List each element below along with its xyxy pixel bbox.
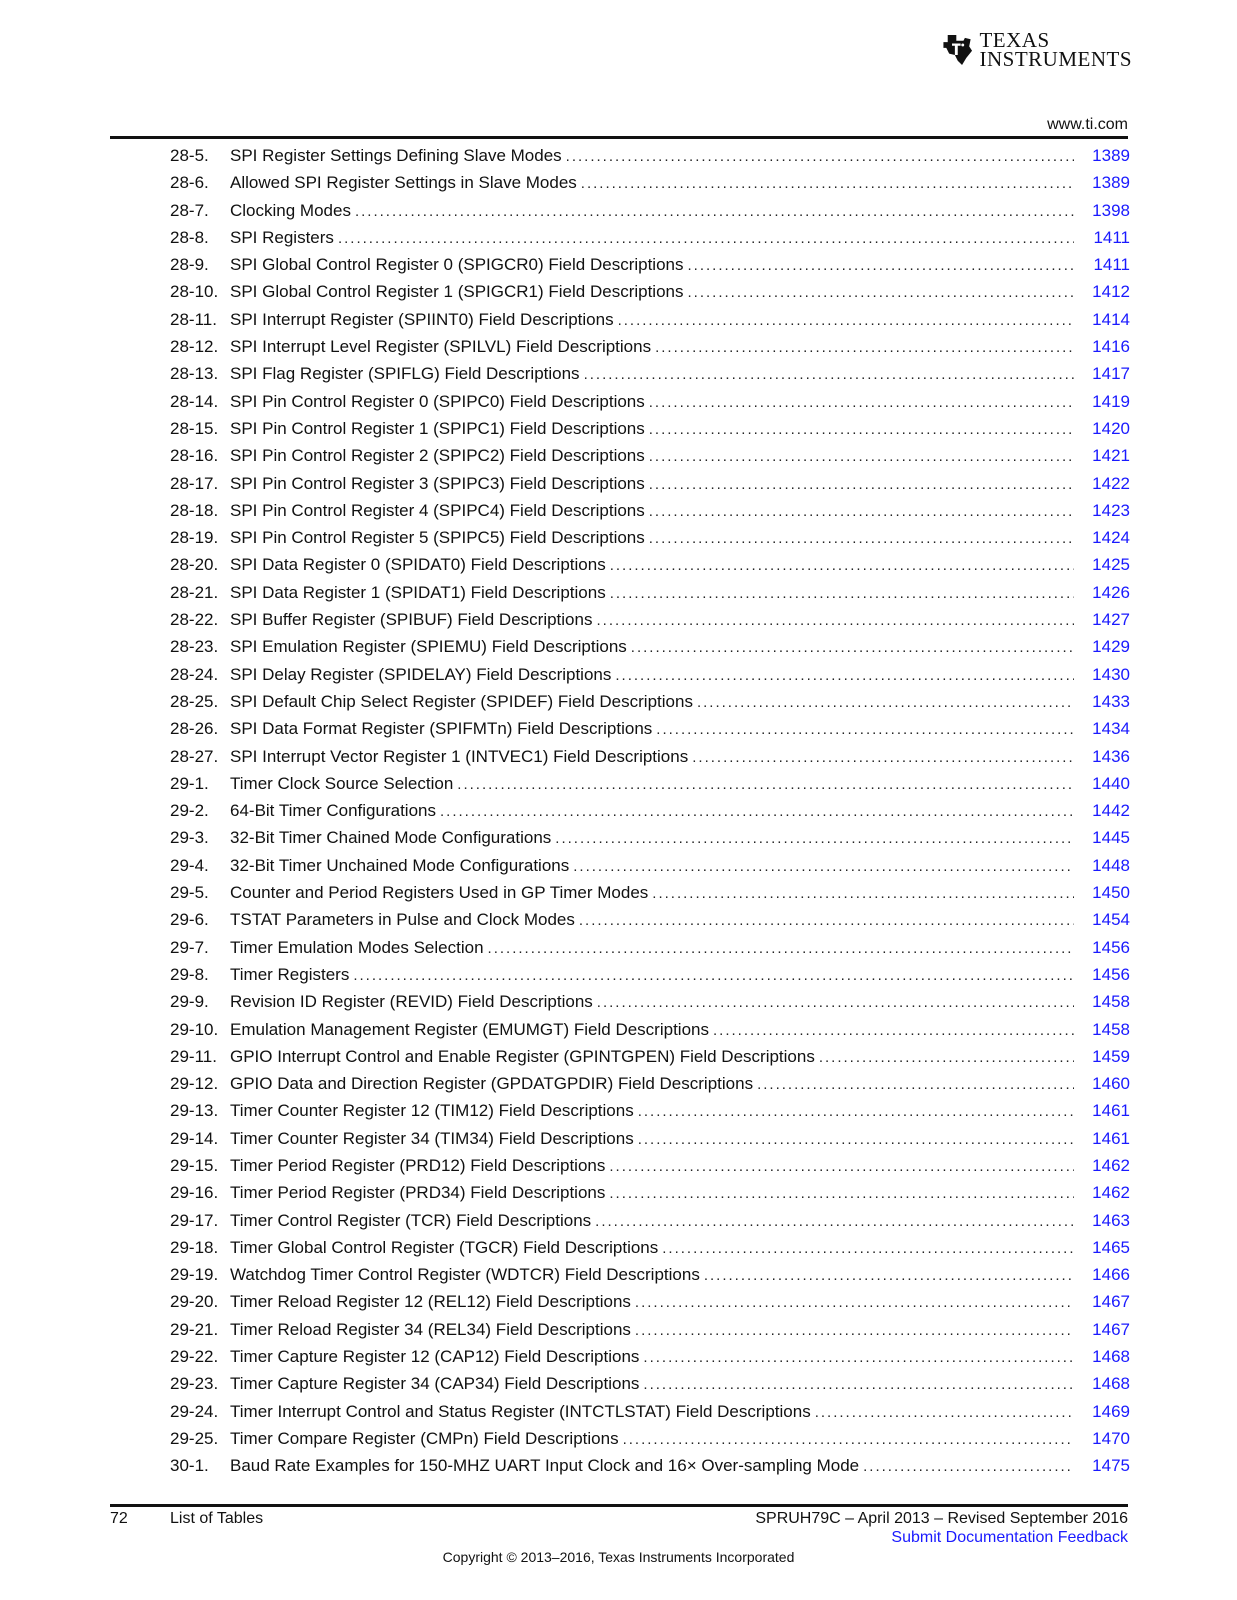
toc-entry-page-link[interactable]: 1465 — [1092, 1237, 1130, 1257]
toc-entry[interactable] — [170, 665, 1130, 692]
dot-leader — [581, 175, 1074, 192]
section-name: List of Tables — [170, 1510, 264, 1527]
toc-entry-title[interactable]: SPI Emulation Register (SPIEMU) Field Descriptions — [230, 637, 627, 657]
toc-entry[interactable] — [170, 774, 1130, 801]
texas-state-icon — [942, 27, 973, 73]
toc-entry[interactable] — [170, 310, 1130, 337]
toc-entry-number: 29-16. — [170, 1183, 219, 1203]
toc-entry-page-link[interactable]: 1468 — [1092, 1374, 1130, 1394]
dot-leader — [655, 339, 1074, 356]
toc-entry[interactable] — [170, 856, 1130, 883]
header-divider — [110, 136, 1128, 139]
toc-entry-title[interactable]: Timer Emulation Modes Selection — [230, 937, 484, 957]
dot-leader — [623, 1431, 1074, 1448]
toc-entry-title[interactable]: SPI Pin Control Register 5 (SPIPC5) Field Descriptions — [230, 528, 645, 548]
document-id: SPRUH79C – April 2013 – Revised September 2016 — [755, 1510, 1128, 1527]
toc-entry-title[interactable]: Timer Reload Register 34 (REL34) Field Descriptions — [230, 1319, 631, 1339]
dot-leader — [635, 1294, 1074, 1311]
toc-entry-page-link[interactable]: 1459 — [1092, 1046, 1130, 1066]
toc-entry-number: 29-22. — [170, 1347, 219, 1367]
dot-leader — [618, 312, 1074, 329]
dot-leader — [649, 448, 1074, 465]
toc-entry[interactable] — [170, 501, 1130, 528]
toc-entry[interactable] — [170, 719, 1130, 746]
dot-leader — [355, 203, 1074, 220]
toc-entry-page-link[interactable]: 1423 — [1092, 500, 1130, 520]
dot-leader — [609, 1158, 1074, 1175]
toc-entry-page-link[interactable]: 1448 — [1092, 855, 1130, 875]
copyright: Copyright © 2013–2016, Texas Instruments Incorporated — [442, 1549, 795, 1565]
dot-leader — [584, 366, 1074, 383]
dot-leader — [649, 421, 1074, 438]
toc-entry[interactable] — [170, 474, 1130, 501]
toc-entry-title[interactable]: TSTAT Parameters in Pulse and Clock Modes — [230, 910, 575, 930]
toc-entry-number: 29-25. — [170, 1428, 219, 1448]
dot-leader — [353, 967, 1074, 984]
toc-entry[interactable] — [170, 938, 1130, 965]
toc-entry[interactable] — [170, 1211, 1130, 1238]
toc-entry-number: 29-4. — [170, 855, 209, 875]
toc-entry-title[interactable]: 32-Bit Timer Unchained Mode Configurations — [230, 855, 570, 875]
toc-entry-number: 29-3. — [170, 828, 209, 848]
feedback-link[interactable]: Submit Documentation Feedback — [891, 1529, 1128, 1546]
toc-entry-title[interactable]: SPI Register Settings Defining Slave Modes — [230, 146, 562, 165]
toc-entry-number: 28-11. — [170, 309, 217, 329]
toc-entry-page-link[interactable]: 1422 — [1092, 473, 1130, 493]
toc-entry-page-link[interactable]: 1460 — [1092, 1074, 1130, 1094]
toc-entry-title[interactable]: GPIO Data and Direction Register (GPDATGPDIR) Field Descriptions — [230, 1074, 754, 1094]
dot-leader — [692, 749, 1074, 766]
toc-entry-number: 28-19. — [170, 528, 219, 548]
dot-leader — [697, 694, 1074, 711]
dot-leader — [649, 530, 1074, 547]
dot-leader — [596, 612, 1074, 629]
dot-leader — [635, 1322, 1074, 1339]
toc-entry[interactable] — [170, 1265, 1130, 1292]
toc-entry-title[interactable]: SPI Data Register 0 (SPIDAT0) Field Descriptions — [230, 555, 606, 575]
toc-entry[interactable] — [170, 992, 1130, 1019]
toc-entry-title[interactable]: SPI Interrupt Register (SPIINT0) Field Descriptions — [230, 309, 614, 329]
toc-entry-number: 29-1. — [170, 773, 209, 793]
toc-entry-page-link[interactable]: 1433 — [1092, 691, 1130, 711]
toc-entry[interactable] — [170, 1292, 1130, 1319]
toc-entry[interactable] — [170, 1238, 1130, 1265]
toc-entry-number: 29-13. — [170, 1101, 219, 1121]
toc-entry[interactable] — [170, 1156, 1130, 1183]
toc-entry[interactable] — [170, 965, 1130, 992]
toc-entry-page-link[interactable]: 1466 — [1092, 1265, 1130, 1285]
toc-entry-number: 28-26. — [170, 719, 219, 739]
toc-entry-page-link[interactable]: 1419 — [1092, 391, 1130, 411]
toc-entry[interactable] — [170, 1347, 1130, 1374]
toc-entry-number: 29-7. — [170, 937, 209, 957]
toc-entry-number: 29-21. — [170, 1319, 219, 1339]
toc-entry-title[interactable]: Timer Reload Register 12 (REL12) Field Descriptions — [230, 1292, 631, 1312]
dot-leader — [579, 912, 1074, 929]
toc-entry-number: 29-11. — [170, 1046, 217, 1066]
dot-leader — [649, 503, 1074, 520]
toc-entry-page-link[interactable]: 1445 — [1092, 828, 1130, 848]
toc-entry-page-link[interactable]: 1462 — [1092, 1183, 1130, 1203]
dot-leader — [566, 148, 1074, 165]
toc-entry-title[interactable]: SPI Buffer Register (SPIBUF) Field Descriptions — [230, 610, 593, 630]
toc-entry-title[interactable]: SPI Pin Control Register 0 (SPIPC0) Field Descriptions — [230, 391, 645, 411]
toc-entry-title[interactable]: Timer Compare Register (CMPn) Field Descriptions — [230, 1428, 619, 1448]
dot-leader — [338, 230, 1074, 247]
toc-entry[interactable] — [170, 1020, 1130, 1047]
dot-leader — [652, 885, 1074, 902]
toc-entry[interactable] — [170, 1129, 1130, 1156]
dot-leader — [457, 776, 1074, 793]
toc-entry-title[interactable]: Timer Clock Source Selection — [230, 773, 454, 793]
toc-entry-number: 28-5. — [170, 146, 209, 165]
toc-entry-title[interactable]: SPI Pin Control Register 2 (SPIPC2) Field Descriptions — [230, 446, 645, 466]
toc-entry[interactable] — [170, 637, 1130, 664]
toc-entry-number: 29-12. — [170, 1074, 219, 1094]
toc-entry-title[interactable]: Timer Counter Register 12 (TIM12) Field Descriptions — [230, 1101, 634, 1121]
dot-leader — [597, 994, 1074, 1011]
toc-entry-page-link[interactable]: 1454 — [1092, 910, 1130, 930]
toc-entry[interactable] — [170, 1456, 1130, 1483]
toc-entry-number: 29-18. — [170, 1237, 219, 1257]
toc-entry-number: 29-8. — [170, 964, 209, 984]
toc-entry-title[interactable]: SPI Default Chip Select Register (SPIDEF) Field Descriptions — [230, 691, 693, 711]
toc-entry-page-link[interactable]: 1475 — [1092, 1456, 1130, 1476]
toc-entry-number: 28-10. — [170, 282, 219, 302]
dot-leader — [643, 1376, 1074, 1393]
toc-entry-page-link[interactable]: 1420 — [1092, 418, 1130, 438]
toc-entry[interactable] — [170, 1429, 1130, 1456]
toc-entry-page-link[interactable]: 1461 — [1092, 1128, 1130, 1148]
dot-leader — [863, 1458, 1074, 1475]
toc-entry-page-link[interactable]: 1450 — [1092, 883, 1130, 903]
toc-entry-number: 29-10. — [170, 1019, 219, 1039]
toc-entry-page-link[interactable]: 1462 — [1092, 1155, 1130, 1175]
dot-leader — [615, 667, 1074, 684]
dot-leader — [573, 858, 1074, 875]
toc-entry-number: 28-24. — [170, 664, 219, 684]
toc-entry[interactable] — [170, 446, 1130, 473]
toc-entry-page-link[interactable]: 1442 — [1092, 801, 1130, 821]
toc-entry-title[interactable]: Revision ID Register (REVID) Field Descriptions — [230, 992, 593, 1012]
toc-entry-title[interactable]: SPI Delay Register (SPIDELAY) Field Descriptions — [230, 664, 612, 684]
toc-entry[interactable] — [170, 828, 1130, 855]
toc-entry-page-link[interactable]: 1414 — [1092, 309, 1130, 329]
toc-entry-page-link[interactable]: 1458 — [1092, 1019, 1130, 1039]
toc-entry[interactable] — [170, 883, 1130, 910]
toc-entry-title[interactable]: SPI Flag Register (SPIFLG) Field Descriptions — [230, 364, 580, 384]
toc-entry[interactable] — [170, 255, 1130, 282]
toc-entry-title[interactable]: 32-Bit Timer Chained Mode Configurations — [230, 828, 552, 848]
toc-entry-number: 29-17. — [170, 1210, 219, 1230]
toc-entry[interactable] — [170, 747, 1130, 774]
toc-entry-title[interactable]: SPI Interrupt Vector Register 1 (INTVEC1) Field Descriptions — [230, 746, 689, 766]
toc-entry-page-link[interactable]: 1427 — [1092, 610, 1130, 630]
toc-entry-title[interactable]: SPI Pin Control Register 3 (SPIPC3) Field Descriptions — [230, 473, 645, 493]
dot-leader — [631, 639, 1074, 656]
toc-entry-number: 29-6. — [170, 910, 209, 930]
toc-entry-title[interactable]: Allowed SPI Register Settings in Slave Modes — [230, 173, 577, 193]
toc-entry-page-link[interactable]: 1411 — [1093, 255, 1130, 275]
toc-entry[interactable] — [170, 1101, 1130, 1128]
toc-entry-number: 28-23. — [170, 637, 219, 657]
toc-entry-title[interactable]: Timer Capture Register 34 (CAP34) Field Descriptions — [230, 1374, 640, 1394]
dot-leader — [704, 1267, 1074, 1284]
toc-entry-page-link[interactable]: 1398 — [1092, 200, 1130, 220]
toc-entry-title[interactable]: Clocking Modes — [230, 200, 351, 220]
toc-entry-number: 28-22. — [170, 610, 219, 630]
dot-leader — [656, 721, 1074, 738]
toc-entry[interactable] — [170, 1402, 1130, 1429]
dot-leader — [649, 394, 1074, 411]
dot-leader — [610, 585, 1074, 602]
toc-entry-title[interactable]: Timer Control Register (TCR) Field Descriptions — [230, 1210, 592, 1230]
toc-entry[interactable] — [170, 583, 1130, 610]
logo-line-1: TEXAS — [979, 28, 1050, 52]
toc-entry[interactable] — [170, 528, 1130, 555]
toc-entry-page-link[interactable]: 1424 — [1092, 528, 1130, 548]
toc-entry-title[interactable]: Watchdog Timer Control Register (WDTCR) Field Descriptions — [230, 1265, 700, 1285]
table-of-contents — [170, 146, 1130, 1484]
dot-leader — [815, 1404, 1074, 1421]
toc-entry-title[interactable]: Counter and Period Registers Used in GP Timer Modes — [230, 883, 649, 903]
toc-entry[interactable] — [170, 1183, 1130, 1210]
dot-leader — [688, 284, 1075, 301]
toc-entry[interactable] — [170, 228, 1130, 255]
toc-entry-page-link[interactable]: 1434 — [1092, 719, 1130, 739]
toc-entry-number: 28-18. — [170, 500, 219, 520]
toc-entry-number: 28-17. — [170, 473, 219, 493]
toc-entry[interactable] — [170, 173, 1130, 200]
toc-entry[interactable] — [170, 1374, 1130, 1401]
toc-entry-page-link[interactable]: 1470 — [1092, 1428, 1130, 1448]
toc-entry-page-link[interactable]: 1456 — [1092, 937, 1130, 957]
toc-entry-page-link[interactable]: 1461 — [1092, 1101, 1130, 1121]
dot-leader — [688, 257, 1075, 274]
toc-entry[interactable] — [170, 282, 1130, 309]
toc-entry-page-link[interactable]: 1469 — [1092, 1401, 1130, 1421]
toc-entry-title[interactable]: Timer Registers — [230, 964, 350, 984]
toc-entry-page-link[interactable]: 1436 — [1092, 746, 1130, 766]
toc-entry-page-link[interactable]: 1416 — [1092, 337, 1130, 357]
toc-entry[interactable] — [170, 1074, 1130, 1101]
toc-entry-number: 29-24. — [170, 1401, 219, 1421]
dot-leader — [662, 1240, 1074, 1257]
toc-entry-number: 29-9. — [170, 992, 209, 1012]
toc-entry[interactable] — [170, 555, 1130, 582]
dot-leader — [440, 803, 1074, 820]
ti-logo — [942, 26, 1132, 74]
toc-entry-page-link[interactable]: 1417 — [1092, 364, 1130, 384]
toc-entry-title[interactable]: SPI Registers — [230, 227, 334, 247]
toc-entry[interactable] — [170, 1047, 1130, 1074]
toc-entry-number: 28-25. — [170, 691, 219, 711]
toc-entry-page-link[interactable]: 1429 — [1092, 637, 1130, 657]
page-number: 72 — [110, 1510, 128, 1527]
dot-leader — [819, 1049, 1074, 1066]
toc-entry-number: 28-16. — [170, 446, 219, 466]
toc-entry[interactable] — [170, 392, 1130, 419]
dot-leader — [643, 1349, 1074, 1366]
toc-entry-page-link[interactable]: 1467 — [1092, 1319, 1130, 1339]
toc-entry-number: 29-20. — [170, 1292, 219, 1312]
dot-leader — [757, 1076, 1074, 1093]
toc-entry-number: 29-19. — [170, 1265, 219, 1285]
toc-entry-number: 28-15. — [170, 418, 219, 438]
toc-entry-title[interactable]: Timer Interrupt Control and Status Register (INTCTLSTAT) Field Descriptions — [230, 1401, 811, 1421]
toc-entry-number: 28-20. — [170, 555, 219, 575]
toc-entry-number: 28-13. — [170, 364, 219, 384]
toc-entry[interactable] — [170, 801, 1130, 828]
dot-leader — [649, 476, 1074, 493]
toc-entry-number: 28-8. — [170, 227, 209, 247]
toc-entry-page-link[interactable]: 1421 — [1092, 446, 1130, 466]
toc-entry-number: 29-23. — [170, 1374, 219, 1394]
toc-entry-title[interactable]: Emulation Management Register (EMUMGT) Field Descriptions — [230, 1019, 709, 1039]
toc-entry-number: 29-5. — [170, 883, 209, 903]
toc-entry-page-link[interactable]: 1463 — [1092, 1210, 1130, 1230]
logo-line-2: INSTRUMENTS — [979, 47, 1132, 71]
toc-entry-page-link[interactable]: 1468 — [1092, 1347, 1130, 1367]
toc-entry-page-link[interactable]: 1411 — [1093, 227, 1130, 247]
toc-entry-page-link[interactable]: 1458 — [1092, 992, 1130, 1012]
toc-entry-title[interactable]: SPI Global Control Register 1 (SPIGCR1) Field Descriptions — [230, 282, 684, 302]
toc-entry-number: 28-7. — [170, 200, 209, 220]
toc-entry-number: 29-2. — [170, 801, 209, 821]
toc-entry-title[interactable]: SPI Data Format Register (SPIFMTn) Field Descriptions — [230, 719, 653, 739]
toc-entry-page-link[interactable]: 1425 — [1092, 555, 1130, 575]
site-url[interactable]: www.ti.com — [1047, 116, 1128, 133]
dot-leader — [713, 1022, 1074, 1039]
toc-entry-page-link[interactable]: 1456 — [1092, 964, 1130, 984]
toc-entry-title[interactable]: 64-Bit Timer Configurations — [230, 801, 436, 821]
toc-entry[interactable] — [170, 201, 1130, 228]
toc-entry-title[interactable]: SPI Interrupt Level Register (SPILVL) Field Descriptions — [230, 337, 652, 357]
toc-entry[interactable] — [170, 610, 1130, 637]
logo-wordmark — [979, 28, 1132, 71]
toc-entry-title[interactable]: SPI Pin Control Register 4 (SPIPC4) Field Descriptions — [230, 500, 645, 520]
toc-entry[interactable] — [170, 337, 1130, 364]
toc-entry[interactable] — [170, 1320, 1130, 1347]
toc-entry-title[interactable]: SPI Global Control Register 0 (SPIGCR0) Field Descriptions — [230, 255, 684, 275]
toc-entry[interactable] — [170, 419, 1130, 446]
toc-entry-title[interactable]: Timer Global Control Register (TGCR) Field Descriptions — [230, 1237, 659, 1257]
toc-entry-number: 28-12. — [170, 337, 219, 357]
footer-divider — [110, 1504, 1128, 1507]
toc-entry-title[interactable]: SPI Pin Control Register 1 (SPIPC1) Field Descriptions — [230, 418, 645, 438]
toc-entry[interactable] — [170, 692, 1130, 719]
toc-entry-title[interactable]: SPI Data Register 1 (SPIDAT1) Field Descriptions — [230, 582, 606, 602]
toc-entry-number: 28-6. — [170, 173, 209, 193]
dot-leader — [638, 1131, 1074, 1148]
toc-entry-number: 28-14. — [170, 391, 219, 411]
toc-entry-number: 29-15. — [170, 1155, 219, 1175]
toc-entry-title[interactable]: Baud Rate Examples for 150-MHZ UART Input Clock and 16× Over-sampling Mode — [230, 1456, 860, 1476]
toc-entry-number: 28-27. — [170, 746, 219, 766]
toc-entry-title[interactable]: GPIO Interrupt Control and Enable Register (GPINTGPEN) Field Descriptions — [230, 1046, 815, 1066]
toc-entry-title[interactable]: Timer Period Register (PRD12) Field Descriptions — [230, 1155, 606, 1175]
dot-leader — [595, 1213, 1074, 1230]
dot-leader — [610, 557, 1074, 574]
dot-leader — [488, 940, 1074, 957]
toc-entry-page-link[interactable]: 1467 — [1092, 1292, 1130, 1312]
toc-entry-page-link[interactable]: 1426 — [1092, 582, 1130, 602]
dot-leader — [609, 1185, 1074, 1202]
toc-entry-title[interactable]: Timer Counter Register 34 (TIM34) Field Descriptions — [230, 1128, 634, 1148]
toc-entry[interactable] — [170, 146, 1130, 173]
toc-entry-page-link[interactable]: 1389 — [1092, 173, 1130, 193]
toc-entry-number: 30-1. — [170, 1456, 209, 1476]
toc-entry-number: 29-14. — [170, 1128, 219, 1148]
toc-entry-title[interactable]: Timer Period Register (PRD34) Field Descriptions — [230, 1183, 606, 1203]
toc-entry[interactable] — [170, 364, 1130, 391]
toc-entry[interactable] — [170, 910, 1130, 937]
toc-entry-page-link[interactable]: 1412 — [1092, 282, 1130, 302]
toc-entry-number: 28-21. — [170, 582, 219, 602]
dot-leader — [555, 830, 1074, 847]
toc-entry-page-link[interactable]: 1389 — [1092, 146, 1130, 165]
dot-leader — [638, 1103, 1074, 1120]
toc-entry-page-link[interactable]: 1430 — [1092, 664, 1130, 684]
toc-entry-number: 28-9. — [170, 255, 209, 275]
toc-entry-title[interactable]: Timer Capture Register 12 (CAP12) Field Descriptions — [230, 1347, 640, 1367]
toc-entry-page-link[interactable]: 1440 — [1092, 773, 1130, 793]
